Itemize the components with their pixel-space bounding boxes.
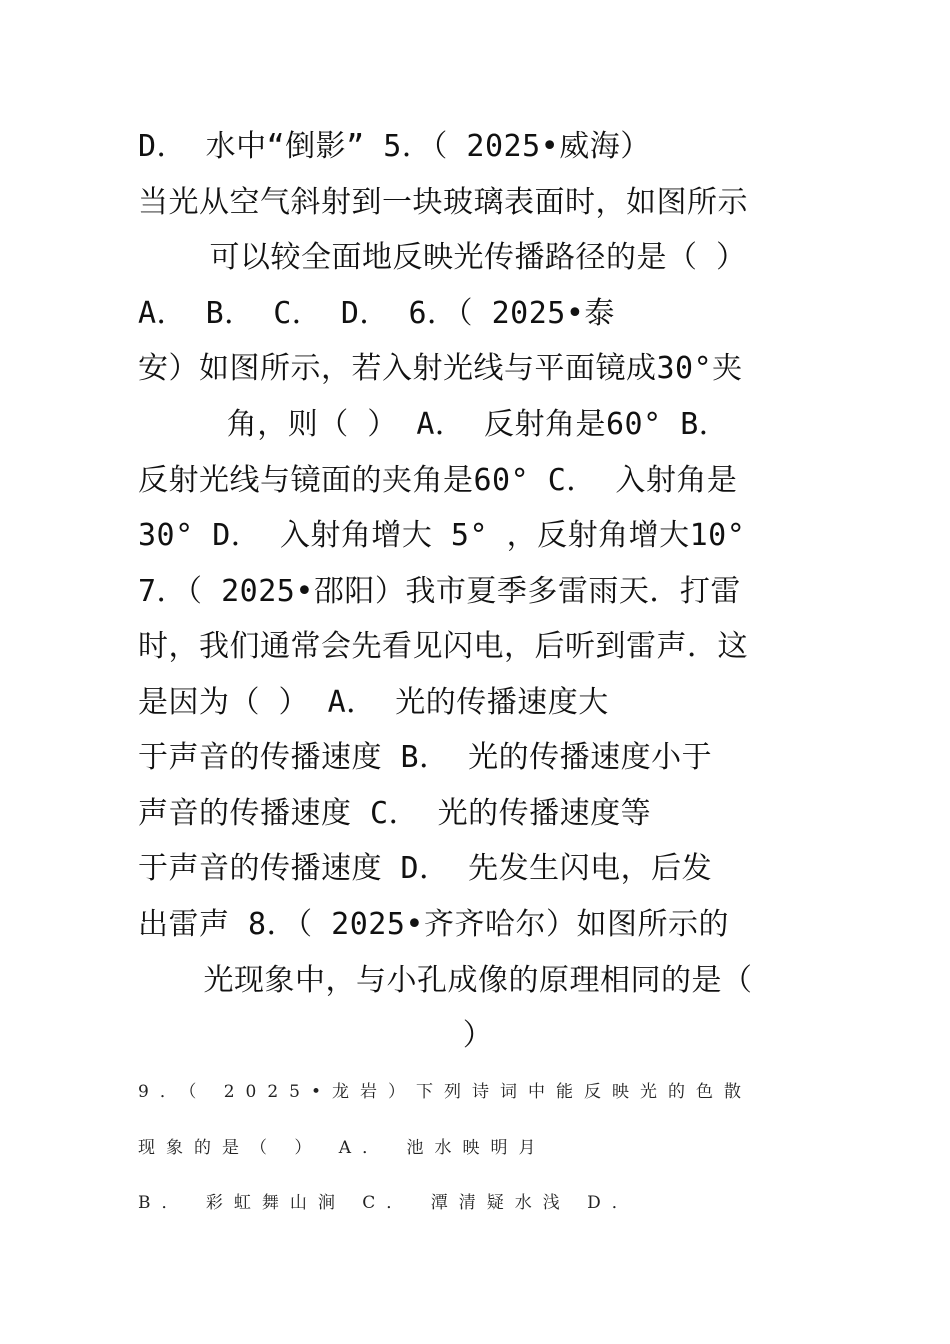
text-line-13: 声音的传播速度 C． 光的传播速度等 <box>138 796 652 831</box>
text-line-9: 7．（ 2025•邵阳）我市夏季多雷雨天．打雷 <box>138 574 741 609</box>
small-text-line-1: 9．（ 2025•龙岩）下列诗词中能反映光的色散 <box>138 1082 753 1102</box>
text-line-4: A． B． C． D． 6．（ 2025•泰 <box>138 296 615 331</box>
text-line-3: 可以较全面地反映光传播路径的是（ ） <box>209 240 747 275</box>
text-line-11: 是因为（ ） A． 光的传播速度大 <box>138 685 609 720</box>
text-line-15: 出雷声 8．（ 2025•齐齐哈尔）如图所示的 <box>138 907 729 942</box>
text-line-12: 于声音的传播速度 B． 光的传播速度小于 <box>138 740 713 775</box>
text-line-5: 安）如图所示，若入射光线与平面镜成30°夹 <box>138 351 743 386</box>
text-line-1: D． 水中“倒影” 5．（ 2025•威海） <box>138 129 651 164</box>
text-line-8: 30° D． 入射角增大 5° ，反射角增大10° <box>138 518 746 553</box>
text-line-2: 当光从空气斜射到一块玻璃表面时，如图所示 <box>138 185 748 220</box>
text-line-14: 于声音的传播速度 D． 先发生闪电，后发 <box>138 851 713 886</box>
small-text-line-3: B． 彩虹舞山涧 C． 潭清疑水浅 D． <box>138 1193 640 1213</box>
text-line-10: 时，我们通常会先看见闪电，后听到雷声．这 <box>138 629 748 664</box>
text-line-16: 光现象中，与小孔成像的原理相同的是（ <box>203 963 753 998</box>
text-line-6: 角，则（ ） A． 反射角是60° B． <box>226 407 730 442</box>
text-line-7: 反射光线与镜面的夹角是60° C． 入射角是 <box>138 463 738 498</box>
text-line-17: ） <box>462 1018 494 1053</box>
small-text-line-2: 现象的是（ ） A． 池水映明月 <box>138 1138 547 1158</box>
